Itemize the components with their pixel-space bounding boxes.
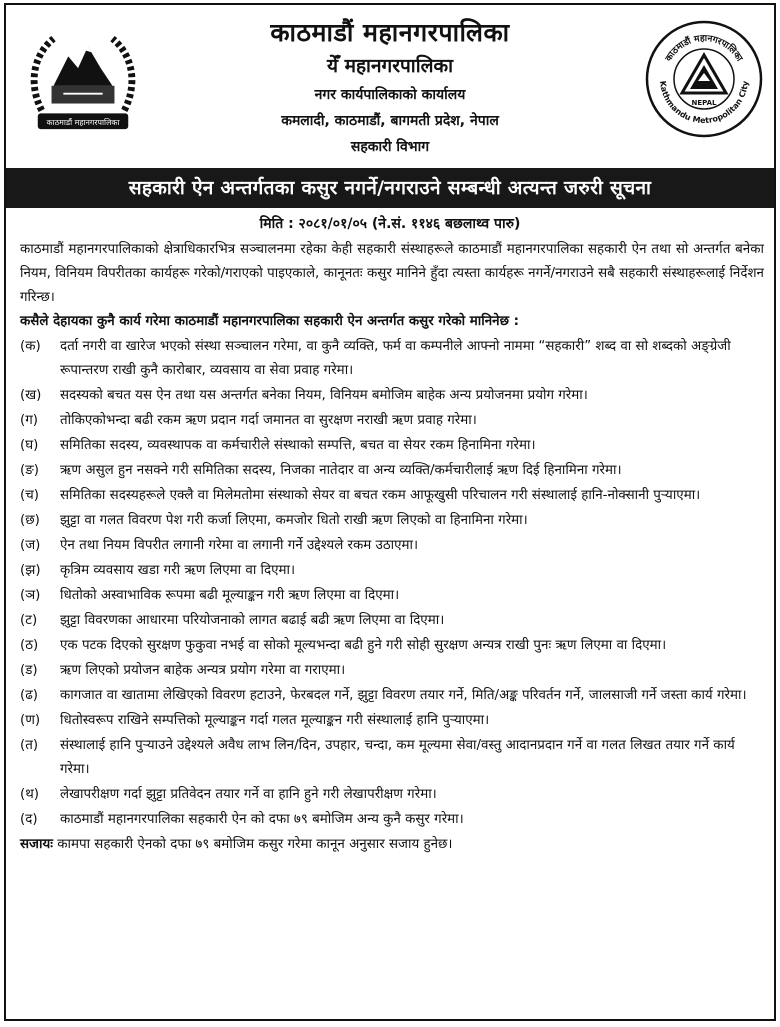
clause-cha [20, 484, 764, 508]
clause-text: झुट्टा वा गलत विवरण पेश गरी कर्जा लिएमा, कमजोर धितो राखी ऋण लिएको वा हिनामिना गरेमा। [60, 513, 528, 528]
clause-text: सदस्यको बचत यस ऐन तथा यस अन्तर्गत बनेका नियम, विनियम बमोजिम बाहेक अन्य प्रयोजनमा प्रयोग गरेमा। [60, 388, 588, 403]
clause-ja [20, 534, 764, 558]
clause-ta-dental [20, 734, 764, 782]
clause-tha [20, 634, 764, 658]
notice-title: सहकारी ऐन अन्तर्गतका कसुर नगर्ने/नगराउने सम्बन्धी अत्यन्त जरुरी सूचना [6, 168, 774, 208]
clause-label: (ट) [20, 613, 38, 628]
clause-label: (ठ) [20, 638, 39, 653]
clause-nga [20, 459, 764, 483]
clause-jha [20, 559, 764, 583]
clause-label: (त) [20, 738, 39, 753]
municipality-emblem-icon [24, 17, 142, 135]
clause-ka [20, 335, 764, 383]
clause-tha-dental [20, 783, 764, 807]
seal-country: NEPAL [691, 99, 717, 107]
notice-body [6, 238, 774, 857]
clause-text: धितोस्वरूप राखिने सम्पत्तिको मूल्याङ्कन गर्दा गलत मूल्याङ्कन गरी संस्थालाई हानि पुऱ्याएमा। [60, 713, 490, 728]
clause-label: (ढ) [20, 688, 38, 703]
clause-label: (छ) [20, 513, 40, 528]
penalty-line [20, 833, 764, 857]
clause-label: (ज) [20, 538, 41, 553]
seal-text-bottom: Kathmandu Metropolitan City [657, 80, 751, 126]
clause-na [20, 709, 764, 733]
clause-label: (च) [20, 488, 39, 503]
clause-text: समितिका सदस्यहरूले एक्लै वा मिलेमतोमा संस्थाको सेयर वा बचत रकम आफूखुसी परिचालन गरी संस्थालाई हानि-नोक्सानी पुऱ्याएमा। [60, 488, 701, 503]
clause-label: (द) [20, 812, 38, 827]
clause-label: (ख) [20, 388, 42, 403]
office-line-address: कमलादी, काठमाडौं, बागमती प्रदेश, नेपाल [281, 113, 499, 129]
clause-da [20, 659, 764, 683]
clause-label: (थ) [20, 787, 40, 802]
metropolitan-seal-icon [644, 19, 764, 139]
clause-dha [20, 684, 764, 708]
clause-text: तोकिएकोभन्दा बढी रकम ऋण प्रदान गर्दा जमानत वा सुरक्षण नराखी ऋण प्रवाह गरेमा। [60, 413, 477, 428]
clause-label: (ञ) [20, 588, 41, 603]
office-line-department: सहकारी विभाग [350, 139, 430, 155]
clause-text: ऐन तथा नियम विपरीत लगानी गरेमा वा लगानी गर्ने उद्देश्यले रकम उठाएमा। [60, 538, 419, 553]
clause-chha [20, 509, 764, 533]
clause-ta [20, 609, 764, 633]
clause-label: (घ) [20, 438, 39, 453]
clause-label: (ग) [20, 413, 38, 428]
clause-text: ऋण लिएको प्रयोजन बाहेक अन्यत्र प्रयोग गरेमा वा गराएमा। [60, 663, 346, 678]
notice-lead: कसैले देहायका कुनै कार्य गरेमा काठमाडौं महानगरपालिका सहकारी ऐन अन्तर्गत कसुर गरेको मानिनेछ : [20, 314, 519, 329]
notice-date: मिति : २०८१/०१/०५ (ने.सं. ११४६ बछलाथ्व पारु) [259, 216, 521, 232]
clause-text: ऋण असुल हुन नसक्ने गरी समितिका सदस्य, निजका नातेदार वा अन्य व्यक्ति/कर्मचारीलाई ऋण दिई हिनामिना गरेमा। [60, 463, 622, 478]
penalty-label: सजायः [20, 837, 53, 852]
clause-text: लेखापरीक्षण गर्दा झुट्टा प्रतिवेदन तयार गर्ने वा हानि हुने गरी लेखापरीक्षण गरेमा। [60, 787, 437, 802]
clause-text: कृत्रिम व्यवसाय खडा गरी ऋण लिएमा वा दिएमा। [60, 563, 296, 578]
clause-label: (झ) [20, 563, 41, 578]
office-heading [146, 5, 634, 156]
clause-gha [20, 434, 764, 458]
clause-text: धितोको अस्वाभाविक रूपमा बढी मूल्याङ्कन गरी ऋण लिएमा वा दिएमा। [60, 588, 400, 603]
clause-da-dental [20, 808, 764, 832]
penalty-text: कामपा सहकारी ऐनको दफा ७९ बमोजिम कसुर गरेमा कानून अनुसार सजाय हुनेछ। [57, 837, 453, 852]
clause-text: कागजात वा खातामा लेखिएको विवरण हटाउने, फेरबदल गर्ने, झुट्टा विवरण तयार गर्ने, मिति/अङ्क परिवर्तन गर्ने, जालसाजी गर्ने जस्ता कार्य गरेमा। [60, 688, 747, 703]
office-name: काठमाडौं महानगरपालिका [270, 18, 510, 47]
office-line-executive: नगर कार्यपालिकाको कार्यालय [314, 87, 466, 103]
clause-text: समितिका सदस्य, व्यवस्थापक वा कर्मचारीले संस्थाको सम्पत्ति, बचत वा सेयर रकम हिनामिना गरेमा। [60, 438, 536, 453]
clause-text: झुट्टा विवरणका आधारमा परियोजनाको लागत बढाई बढी ऋण लिएमा वा दिएमा। [60, 613, 445, 628]
clause-yna [20, 584, 764, 608]
clause-text: काठमाडौं महानगरपालिका सहकारी ऐन को दफा ७९ बमोजिम अन्य कुनै कसुर गरेमा। [60, 812, 464, 827]
clause-ga [20, 409, 764, 433]
clause-label: (ड) [20, 663, 38, 678]
clause-text: एक पटक दिएको सुरक्षण फुकुवा नभई वा सोको मूल्यभन्दा बढी हुने गरी सोही सुरक्षण अन्यत्र राखी पुनः ऋण लिएमा वा दिएमा। [60, 638, 667, 653]
notice-intro: काठमाडौं महानगरपालिकाको क्षेत्राधिकारभित्र सञ्चालनमा रहेका केही सहकारी संस्थाहरूले काठमाडौं महानगरपालिका सहकारी ऐन तथा सो अन्तर्गत बनेका नियम, विनियम विपरीतका कार्यहरू गरेको/गराएको पाइएकाले, कानूनतः कसुर मानिने हुँदा त्यस्ता कार्यहरू नगर्ने/नगराउने सबै सहकारी संस्थाहरूलाई निर्देशन गरिन्छ। [20, 242, 764, 305]
seal-text-top: काठमाडौं महानगरपालिका [663, 33, 745, 64]
office-name-newari: येँ महानगरपालिका [326, 55, 454, 77]
clause-kha [20, 384, 764, 408]
clause-label: (ण) [20, 713, 41, 728]
clause-label: (क) [20, 339, 41, 354]
notice-header [6, 5, 774, 168]
clause-label: (ङ) [20, 463, 39, 478]
emblem-caption: काठमाडौं महानगरपालिका [46, 118, 120, 128]
clause-text: संस्थालाई हानि पुऱ्याउने उद्देश्यले अवैध लाभ लिन/दिन, उपहार, चन्दा, कम मूल्यमा सेवा/वस्तु आदानप्रदान गर्ने वा गलत लिखत तयार गर्ने कार्य गरेमा। [60, 738, 735, 777]
public-notice [4, 3, 776, 1021]
clause-text: दर्ता नगरी वा खारेज भएको संस्था सञ्चालन गरेमा, वा कुनै व्यक्ति, फर्म वा कम्पनीले आफ्नो नाममा “सहकारी” शब्द वा सो शब्दको अङ्ग्रेजी रूपान्तरण राखी कुनै कारोबार, व्यवसाय वा सेवा प्रवाह गरेमा। [60, 339, 731, 378]
